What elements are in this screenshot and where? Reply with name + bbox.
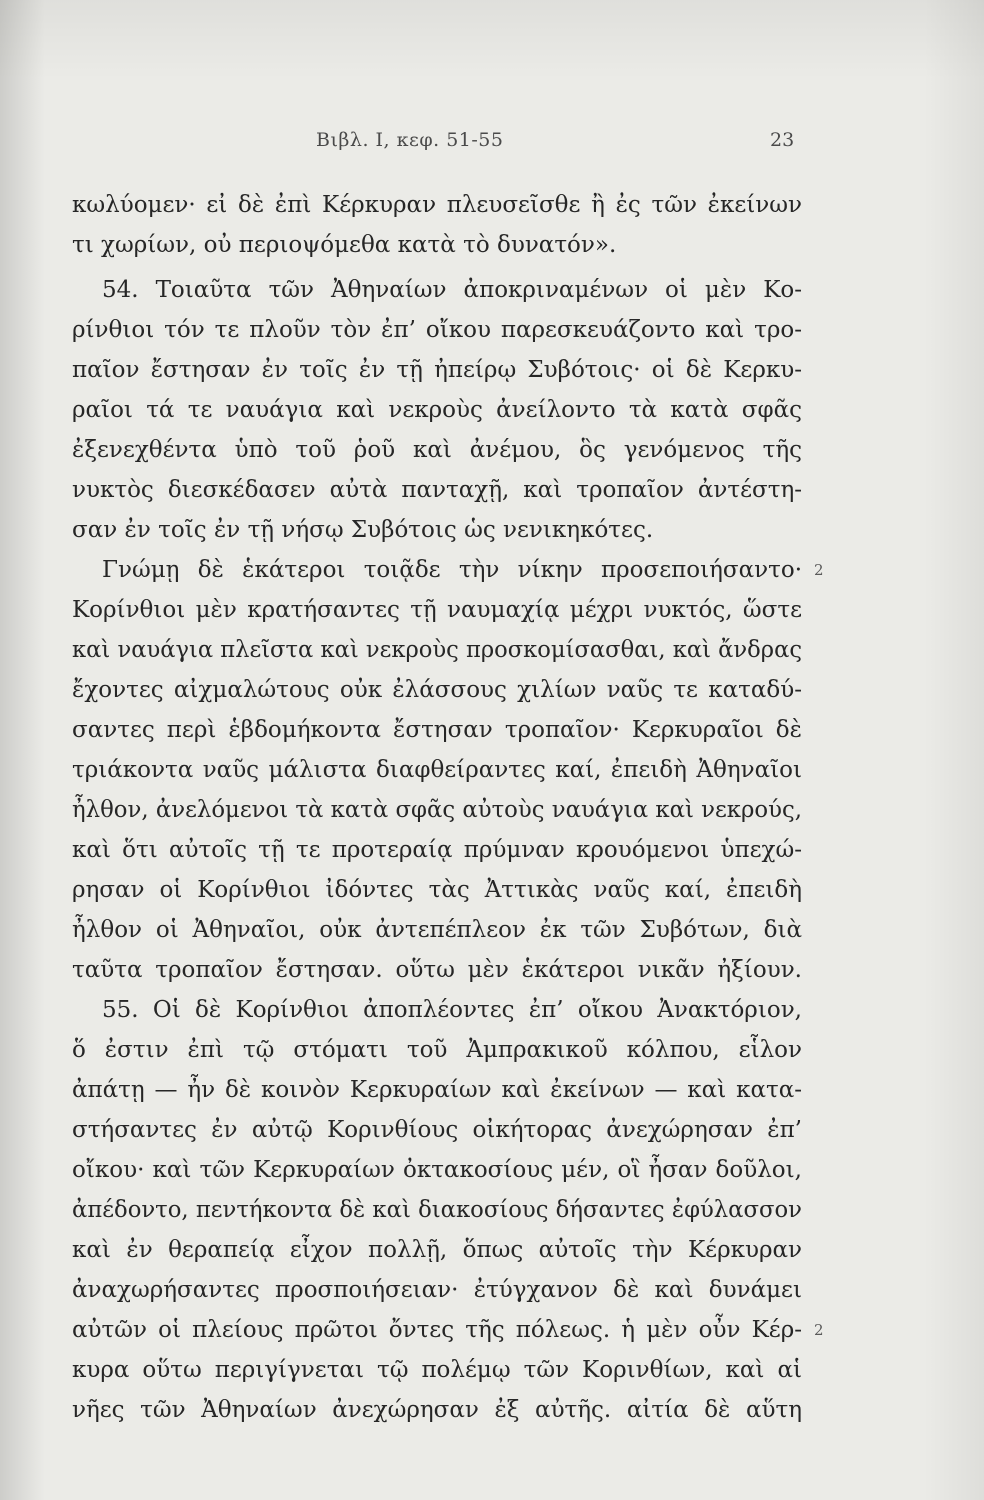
text-line-content: κυρα οὕτω περιγίγνεται τῷ πολέμῳ τῶν Κορινθίων, καὶ αἱ [72,1357,802,1383]
text-line-content: 54. Τοιαῦτα τῶν Ἀθηναίων ἀποκριναμένων οἱ μὲν Κο- [102,277,802,303]
margin-section-number: 2 [814,561,824,579]
text-line-content: κωλύομεν· εἰ δὲ ἐπὶ Κέρκυραν πλευσεῖσθε ἢ ἐς τῶν ἐκείνων [72,192,802,218]
text-line [72,630,802,670]
text-line-content: ἀπάτῃ — ἦν δὲ κοινὸν Κερκυραίων καὶ ἐκείνων — καὶ κατα- [72,1077,802,1103]
text-line [72,1190,802,1230]
text-line-content: ὅ ἐστιν ἐπὶ τῷ στόματι τοῦ Ἀμπρακικοῦ κόλπου, εἷλον [72,1037,802,1063]
text-line [72,185,802,225]
text-line [72,510,802,550]
text-line [72,990,802,1030]
text-line-content: νῆες τῶν Ἀθηναίων ἀνεχώρησαν ἐξ αὐτῆς. αἰτία δὲ αὕτη [72,1397,802,1423]
text-line [72,350,802,390]
text-line-content: παῖον ἔστησαν ἐν τοῖς ἐν τῇ ἠπείρῳ Συβότοις· οἱ δὲ Κερκυ- [72,357,802,383]
text-line-content: ἀναχωρήσαντες προσποιήσειαν· ἐτύγχανον δὲ καὶ δυνάμει [72,1277,802,1303]
text-line [72,1070,802,1110]
text-line [72,710,802,750]
text-line-content: ἦλθον, ἀνελόμενοι τὰ κατὰ σφᾶς αὐτοὺς ναυάγια καὶ νεκρούς, [72,797,802,823]
text-line-content: αὐτῶν οἱ πλείους πρῶτοι ὄντες τῆς πόλεως. ἡ μὲν οὖν Κέρ- [72,1317,802,1343]
paragraph [72,550,824,990]
text-line [72,310,802,350]
text-line [72,950,802,990]
text-line [72,1230,802,1270]
text-line [72,1030,802,1070]
text-line [72,1310,824,1350]
text-line [72,1110,802,1150]
text-line [72,590,802,630]
text-line-content: τι χωρίων, οὐ περιοψόμεθα κατὰ τὸ δυνατόν». [72,232,617,258]
text-line-content: καὶ ναυάγια πλεῖστα καὶ νεκροὺς προσκομίσασθαι, καὶ ἄνδρας [72,637,802,663]
text-line-content: στήσαντες ἐν αὐτῷ Κορινθίους οἰκήτορας ἀνεχώρησαν ἐπ’ [72,1117,802,1143]
text-line-content: ρησαν οἱ Κορίνθιοι ἰδόντες τὰς Ἀττικὰς ναῦς καί, ἐπειδὴ [72,877,802,903]
text-line [72,470,802,510]
text-line [72,1350,802,1390]
text-line-content: Γνώμῃ δὲ ἑκάτεροι τοιᾷδε τὴν νίκην προσεποιήσαντο· [102,557,802,583]
text-line-content: ἀπέδοντο, πεντήκοντα δὲ καὶ διακοσίους δήσαντες ἐφύλασσον [72,1197,802,1223]
text-line-content: ταῦτα τροπαῖον ἔστησαν. οὕτω μὲν ἑκάτεροι νικᾶν ἠξίουν. [72,957,802,983]
text-line [72,550,824,590]
text-line-content: ρίνθιοι τόν τε πλοῦν τὸν ἐπ’ οἴκου παρεσκευάζοντο καὶ τρο- [72,317,802,343]
text-line-content: Κορίνθιοι μὲν κρατήσαντες τῇ ναυμαχίᾳ μέχρι νυκτός, ὥστε [72,597,802,623]
text-line [72,670,802,710]
paragraph [72,185,802,265]
text-line-content: καὶ ὅτι αὐτοῖς τῇ τε προτεραίᾳ πρύμναν κρουόμενοι ὑπεχώ- [72,837,802,863]
text-line-content: καὶ ἐν θεραπείᾳ εἶχον πολλῇ, ὅπως αὐτοῖς τὴν Κέρκυραν [72,1237,802,1263]
text-line [72,870,802,910]
paragraph-chapter-55 [72,990,824,1430]
text-line-content: οἴκου· καὶ τῶν Κερκυραίων ὀκτακοσίους μέν, οἳ ἦσαν δοῦλοι, [72,1157,802,1183]
text-line-content: σαντες περὶ ἑβδομήκοντα ἔστησαν τροπαῖον· Κερκυραῖοι δὲ [72,717,802,743]
running-head [0,126,984,154]
running-title: Βιβλ. Ι, κεφ. 51-55 [316,129,504,151]
text-line-content: ἐξενεχθέντα ὑπὸ τοῦ ῥοῦ καὶ ἀνέμου, ὃς γενόμενος τῆς [72,437,802,463]
text-line [72,910,802,950]
text-line-content: νυκτὸς διεσκέδασεν αὐτὰ πανταχῇ, καὶ τροπαῖον ἀντέστη- [72,477,802,503]
text-line [72,750,802,790]
text-line-content: σαν ἐν τοῖς ἐν τῇ νήσῳ Συβότοις ὡς νενικηκότες. [72,517,654,543]
text-line [72,1390,802,1430]
text-line-content: ἦλθον οἱ Ἀθηναῖοι, οὐκ ἀντεπέπλεον ἐκ τῶν Συβότων, διὰ [72,917,802,943]
text-line [72,225,802,265]
text-line-content: 55. Οἱ δὲ Κορίνθιοι ἀποπλέοντες ἐπ’ οἴκου Ἀνακτόριον, [102,997,802,1023]
text-line [72,270,802,310]
text-line [72,830,802,870]
text-line-content: ραῖοι τά τε ναυάγια καὶ νεκροὺς ἀνείλοντο τὰ κατὰ σφᾶς [72,397,802,423]
text-line-content: ἔχοντες αἰχμαλώτους οὐκ ἐλάσσους χιλίων ναῦς τε καταδύ- [72,677,802,703]
page-number: 23 [770,129,795,151]
text-line-content: τριάκοντα ναῦς μάλιστα διαφθείραντες καί, ἐπειδὴ Ἀθηναῖοι [72,757,802,783]
text-line [72,430,802,470]
text-line [72,390,802,430]
text-line [72,790,802,830]
text-line [72,1150,802,1190]
text-line [72,1270,802,1310]
paragraph-chapter-54 [72,270,802,550]
text-block [72,185,824,1430]
margin-section-number: 2 [814,1321,824,1339]
